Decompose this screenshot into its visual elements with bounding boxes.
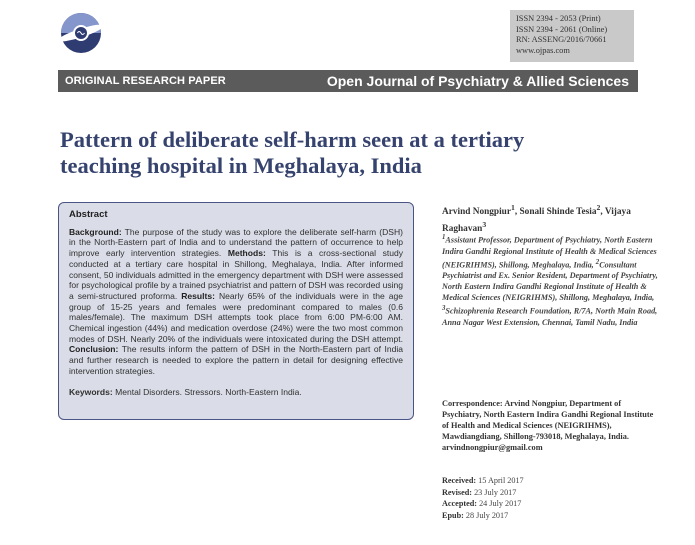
- affiliation-2: Consultant Psychiatrist and Ex. Senior Resident, Department of Psychiatry, North Eastern Indira Gandhi Regional Institute of Health & Medical Sciences (NEIGRIHMS), Shillong, Meghalaya, India,: [442, 260, 658, 302]
- author-name: Arvind Nongpiur: [442, 207, 511, 218]
- affiliation-1: Assistant Professor, Department of Psychiatry, North Eastern Indira Gandhi Regional Institute of Health & Medical Sciences (NEIGRIHMS), Shillong, Meghalaya, India,: [442, 235, 657, 270]
- affiliation-superscript: 3: [442, 304, 446, 312]
- abstract-body: [69, 227, 403, 377]
- background-label: Background:: [69, 226, 122, 237]
- received-value: 15 April 2017: [478, 476, 524, 485]
- received-label: Received:: [442, 476, 477, 485]
- epub-date: [442, 510, 642, 522]
- affiliation-superscript: 2: [595, 258, 600, 266]
- affiliation-3: Schizophrenia Research Foundation, R/7A, North Main Road, Anna Nagar West Extension, Chennai, Tamil Nadu, India: [442, 306, 658, 327]
- keywords-text: Mental Disorders. Stressors. North-Eastern India.: [115, 386, 302, 397]
- revised-label: Revised:: [442, 487, 473, 497]
- author-name: Vijaya Raghavan: [442, 207, 631, 234]
- revised-date: [442, 487, 642, 499]
- keywords: [69, 387, 403, 398]
- registration-number: RN: ASSENG/2016/70661: [516, 35, 607, 44]
- author-list: Arvind Nongpiur$^1$, Sonali Shinde Tesia$^2$, Vijaya Raghavan$^3$: [442, 203, 631, 234]
- accepted-value: 24 July 2017: [479, 499, 522, 508]
- journal-name: Open Journal of Psychiatry & Allied Sciences: [326, 73, 629, 89]
- accepted-date: [442, 498, 642, 510]
- journal-logo-icon: [58, 10, 104, 56]
- affiliations: [442, 233, 660, 328]
- received-date: [442, 475, 642, 487]
- abstract-heading: Abstract: [69, 209, 108, 220]
- epub-value: 28 July 2017: [465, 510, 509, 520]
- background-text: The purpose of the study was to explore the deliberate self-harm (DSH) in the North-Eastern part of India and to understand the pattern of occurrence to help improve early intervention strategies.: [69, 226, 403, 259]
- keywords-label: Keywords:: [69, 386, 113, 397]
- issn-box: [510, 10, 634, 62]
- journal-website-link[interactable]: www.ojpas.com: [516, 45, 570, 55]
- author-superscript: 3: [482, 219, 487, 229]
- issn-online: ISSN 2394 - 2061 (Online): [516, 24, 608, 34]
- conclusion-label: Conclusion:: [69, 344, 119, 355]
- author-superscript: 1: [510, 203, 515, 212]
- conclusion-text: The results inform the pattern of DSH in the North-Eastern part of India and further research is needed to explore the pattern in detail for designing effective intervention strategies.: [69, 344, 403, 376]
- correspondence: [442, 398, 657, 453]
- revised-value: 23 July 2017: [474, 487, 517, 497]
- affiliation-superscript: 1: [442, 234, 446, 241]
- article-type-label: ORIGINAL RESEARCH PAPER: [65, 75, 226, 87]
- results-label: Results:: [181, 290, 215, 301]
- author-name: Sonali Shinde Tesia: [519, 207, 597, 218]
- issn-print: ISSN 2394 - 2053 (Print): [516, 14, 601, 23]
- author-superscript: 2: [596, 203, 601, 212]
- correspondence-text: Arvind Nongpiur, Department of Psychiatry, North Eastern Indira Gandhi Regional Institute of Health and Medical Sciences (NEIGRIHMS), Mawdiangdiang, Shillong-793018, Meghalaya, India. arvindnongpiur@gmail.com: [442, 399, 654, 452]
- header-bar: [58, 70, 638, 92]
- epub-label: Epub:: [442, 510, 464, 520]
- article-dates: [442, 475, 642, 521]
- correspondence-label: Correspondence:: [442, 399, 503, 408]
- methods-label: Methods:: [227, 248, 266, 259]
- abstract-box: [58, 202, 414, 420]
- accepted-label: Accepted:: [442, 499, 478, 508]
- article-title: Pattern of deliberate self-harm seen at a tertiary teaching hospital in Meghalaya, India: [60, 127, 525, 178]
- results-text: Nearly 65% of the individuals were in the age group of 15-25 years and females were predominant compared to males (0.6 males/female). The maximum DSH attempts took place from 6:00 PM-6:00 AM. Chemical ingestion (44%) and medication overdose (24%) were the two most common modes of DSH. Nearly 20% of the individuals were intoxicated during the DSH attempt.: [69, 290, 403, 344]
- methods-text: This is a cross-sectional study conducted at a tertiary care hospital in Shillong, Meghalaya, India. After informed consent, 50 individuals admitted in the emergency department with DSH were assessed for psychological profile by a trained psychiatrist and pattern of DSH was recorded using a semi-structured proforma.: [69, 248, 404, 301]
